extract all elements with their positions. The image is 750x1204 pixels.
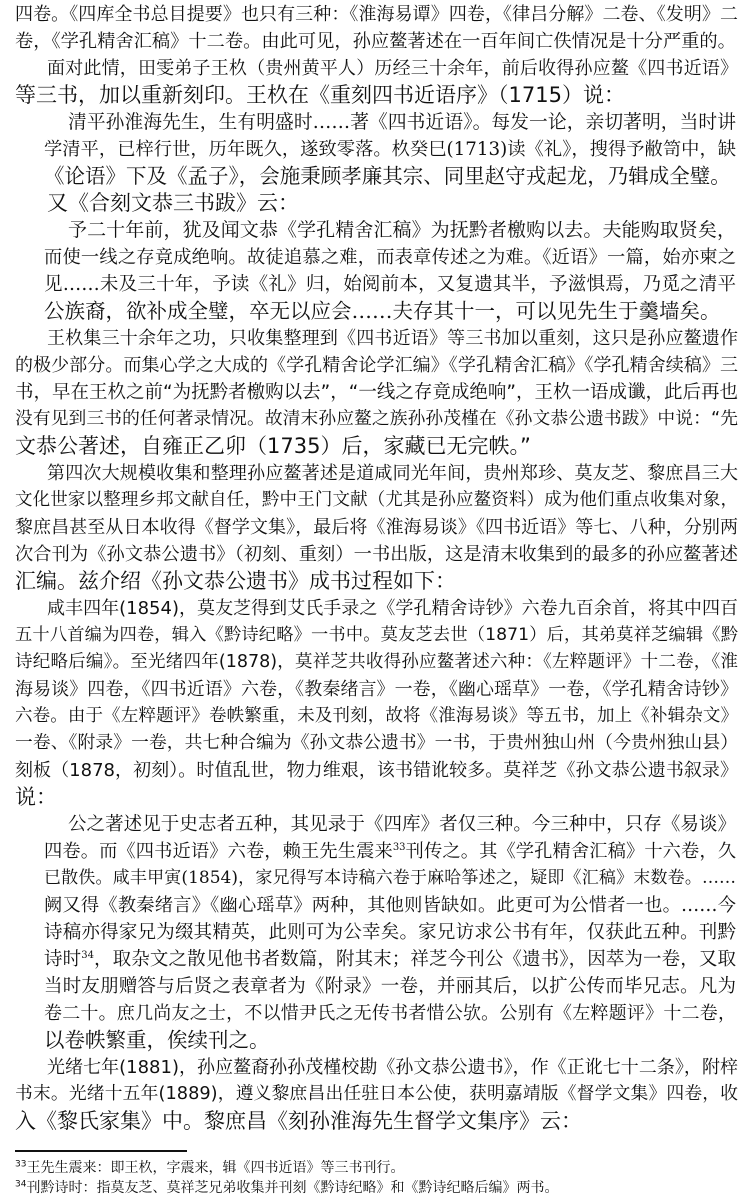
text-segment: 的极少部分。而集心学之大成的《学孔精舍论学汇编》《学孔精舍汇稿》《学孔精舍续稿》三 bbox=[15, 355, 738, 376]
text-line bbox=[47, 1054, 738, 1081]
text-line bbox=[44, 1027, 736, 1054]
text-line bbox=[15, 82, 738, 109]
text-segment: 刊传之。其《学孔精舍汇稿》十六卷，久 bbox=[405, 841, 737, 862]
text-segment: 海易谈》四卷，《四书近语》六卷，《教秦绪言》一卷，《幽心瑶草》一卷，《学孔精舍诗钞》 bbox=[15, 679, 738, 700]
text-line bbox=[15, 703, 738, 730]
text-segment: 次合刊为《孙文恭公遗书》（初刻、重刻）一书出版，这是清末收集到的最多的孙应鳌著述 bbox=[15, 544, 738, 565]
text-line bbox=[15, 730, 738, 757]
text-segment: 书末。光绪十五年(1889)，遵义黎庶昌出任驻日本公使，获明嘉靖版《督学文集》四卷，收 bbox=[15, 1084, 738, 1104]
text-line bbox=[44, 946, 736, 973]
text-segment: 以卷帙繁重，俟续刊之。 bbox=[44, 1028, 270, 1052]
text-line bbox=[47, 325, 738, 352]
text-line bbox=[15, 784, 738, 811]
text-line bbox=[15, 487, 738, 514]
text-segment: 诗时 bbox=[44, 949, 82, 970]
text-line bbox=[47, 460, 738, 487]
footnote-text: 王先生震来：即王杦，字震来，辑《四书近语》等三书刊行。 bbox=[26, 1160, 405, 1176]
text-segment: 书，早在王杦之前“为抚黔者檄购以去”，“一线之存竟成绝响”，王杦一语成谶，此后再也 bbox=[15, 382, 738, 403]
text-line bbox=[15, 406, 738, 433]
text-line bbox=[47, 55, 738, 82]
footnote-34 bbox=[15, 1179, 558, 1197]
footnote-reference[interactable]: 33 bbox=[392, 841, 406, 853]
text-segment: 公族裔，欲补成全璧，卒无以应会……夫存其十一，可以见先生于羹墙矣。 bbox=[44, 299, 721, 323]
text-segment: 汇编。兹介绍《孙文恭公遗书》成书过程如下： bbox=[15, 569, 456, 593]
text-segment: 清平孙淮海先生，生有明盛时……著《四书近语》。每发一论，亲切著明，当时讲 bbox=[68, 112, 736, 133]
text-segment: 等三书，加以重新刻印。王杦在《重刻四书近语序》（1715）说： bbox=[15, 83, 625, 107]
text-line bbox=[44, 973, 736, 1000]
text-line bbox=[44, 244, 736, 271]
text-line bbox=[15, 1, 738, 28]
text-line bbox=[15, 622, 738, 649]
text-line bbox=[44, 1000, 736, 1027]
text-line bbox=[68, 217, 736, 244]
footnote-reference[interactable]: 34 bbox=[81, 949, 94, 961]
text-segment: 第四次大规模收集和整理孙应鳌著述是道咸同光年间，贵州郑珍、莫友芝、黎庶昌三大 bbox=[47, 463, 738, 484]
text-line bbox=[15, 1081, 738, 1108]
text-segment: 当时友朋赠答与后贤之表章者为《附录》一卷，并丽其后，以扩公传而毕兄志。凡为 bbox=[44, 976, 736, 997]
text-segment: 见……未及三十年，予读《礼》归，始阅前本，又复遗其半，予滋惧焉，乃觅之清平 bbox=[44, 274, 736, 295]
text-segment: 卷，《学孔精舍汇稿》十二卷。由此可见，孙应鳌著述在一百年间亡佚情况是十分严重的。 bbox=[15, 31, 736, 52]
text-line bbox=[15, 379, 738, 406]
text-segment: 面对此情，田雯弟子王杦（贵州黄平人）历经三十余年，前后收得孙应鳌《四书近语》 bbox=[47, 58, 738, 79]
text-segment: ，取杂文之散见他书者数篇，附其末；祥芝今刊公《遗书》，因萃为一卷，又取 bbox=[93, 949, 736, 970]
text-segment: 学清平，已梓行世，历年既久，遂致零落。杦癸巳(1713)读《礼》，搜得予敝笥中，缺 bbox=[44, 139, 736, 160]
text-line bbox=[15, 541, 738, 568]
text-segment: 五十八首编为四卷，辑入《黔诗纪略》一书中。莫友芝去世（1871）后，其弟莫祥芝编辑《黔 bbox=[15, 625, 738, 645]
text-segment: 四卷。而《四书近语》六卷，赖王先生震来 bbox=[44, 841, 393, 862]
text-segment: 诗纪略后编》。至光绪四年(1878)，莫祥芝共收得孙应鳌著述六种：《左粹题评》十二卷，《淮 bbox=[15, 652, 738, 672]
text-segment: 《论语》下及《孟子》，会施秉顾孝廉其宗、同里赵守戎起龙，乃辑成全璧。 bbox=[44, 164, 731, 188]
text-segment: 说： bbox=[15, 785, 57, 809]
text-segment: 四卷。《四库全书总目提要》也只有三种：《淮海易谭》四卷，《律吕分解》二卷、《发明》二 bbox=[15, 4, 738, 25]
text-segment: 刻板（1878，初刻）。时值乱世，物力维艰，该书错讹较多。莫祥芝《孙文恭公遗书叙录》 bbox=[15, 760, 738, 781]
text-segment: 咸丰四年(1854)，莫友芝得到艾氏手录之《学孔精舍诗钞》六卷九百余首，将其中四百 bbox=[47, 598, 738, 619]
text-segment: 公之著述见于史志者五种，其见录于《四库》者仅三种。今三种中，只存《易谈》 bbox=[68, 814, 736, 835]
text-segment: 文化世家以整理乡邦文献自任，黔中王门文献（尤其是孙应鳌资料）成为他们重点收集对象， bbox=[15, 490, 738, 510]
text-segment: 卷二十。庶几尚友之士，不以惜尹氏之无传书者惜公欤。公别有《左粹题评》十二卷， bbox=[44, 1003, 736, 1024]
text-line bbox=[15, 568, 738, 595]
footnote-number: 33 bbox=[15, 1159, 27, 1170]
text-line bbox=[44, 298, 736, 325]
text-line bbox=[47, 595, 738, 622]
text-segment: 又《合刻文恭三书跋》云： bbox=[47, 191, 299, 215]
text-line bbox=[44, 919, 736, 946]
text-segment: 文恭公著述，自雍正乙卯（1735）后，家藏已无完帙。” bbox=[15, 434, 531, 458]
text-line bbox=[15, 514, 738, 541]
text-line bbox=[15, 28, 738, 55]
text-segment: 光绪七年(1881)，孙应鳌裔孙孙茂槿校勘《孙文恭公遗书》，作《正讹七十二条》，附梓 bbox=[47, 1057, 738, 1078]
text-segment: 王杦集三十余年之功，只收集整理到《四书近语》等三书加以重刻，这只是孙应鳌遗作 bbox=[47, 328, 738, 349]
text-segment: 予二十年前，犹及闻文恭《学孔精舍汇稿》为抚黔者檄购以去。夫能购取贤矣， bbox=[68, 219, 736, 241]
text-line bbox=[68, 811, 736, 838]
text-line bbox=[47, 190, 738, 217]
text-line bbox=[15, 649, 738, 676]
footnote-33 bbox=[15, 1159, 404, 1177]
text-segment: 六卷。由于《左粹题评》卷帙繁重，未及刊刻，故将《淮海易谈》等五书，加上《补辑杂文》 bbox=[15, 706, 738, 726]
text-line bbox=[44, 838, 736, 865]
text-segment: 诗稿亦得家兄为缀其精英，此则可为公幸矣。家兄访求公书有年，仅获此五种。刊黔 bbox=[44, 922, 736, 943]
text-line bbox=[44, 892, 736, 919]
text-segment: 一卷、《附录》一卷，共七种合编为《孙文恭公遗书》一书，于贵州独山州（今贵州独山县） bbox=[15, 733, 738, 753]
text-line bbox=[15, 1108, 738, 1135]
text-segment: 阙又得《教秦绪言》《幽心瑶草》两种，其他则皆缺如。此更可为公惜者一也。……今 bbox=[44, 895, 736, 916]
text-segment: 没有见到三书的任何著录情况。故清末孙应鳌之族孙孙茂槿在《孙文恭公遗书跋》中说：“先 bbox=[15, 409, 738, 429]
text-line bbox=[15, 676, 738, 703]
text-segment: 已散佚。咸丰甲寅(1854)，家兄得写本诗稿六卷于麻哈筝述之，疑即《汇稿》末数卷。…… bbox=[44, 868, 736, 888]
text-segment: 而使一线之存竟成绝响。故徒追慕之难，而表章传述之为难。《近语》一篇，始亦柬之 bbox=[44, 247, 736, 268]
footnote-number: 34 bbox=[15, 1179, 27, 1190]
footnote-text: 刊黔诗时：指莫友芝、莫祥芝兄弟收集并刊刻《黔诗纪略》和《黔诗纪略后编》两书。 bbox=[26, 1180, 559, 1196]
text-line bbox=[15, 352, 738, 379]
text-line bbox=[44, 865, 736, 892]
footnote-divider bbox=[15, 1150, 187, 1152]
text-segment: 黎庶昌甚至从日本收得《督学文集》，最后将《淮海易谈》《四书近语》等七、八种，分别两 bbox=[15, 517, 738, 538]
text-line bbox=[68, 109, 736, 136]
text-line bbox=[44, 163, 736, 190]
text-line bbox=[44, 136, 736, 163]
text-line bbox=[15, 757, 738, 784]
text-line bbox=[44, 271, 736, 298]
text-segment: 入《黎氏家集》中。黎庶昌《刻孙淮海先生督学文集序》云： bbox=[15, 1109, 582, 1133]
text-line bbox=[15, 433, 738, 460]
